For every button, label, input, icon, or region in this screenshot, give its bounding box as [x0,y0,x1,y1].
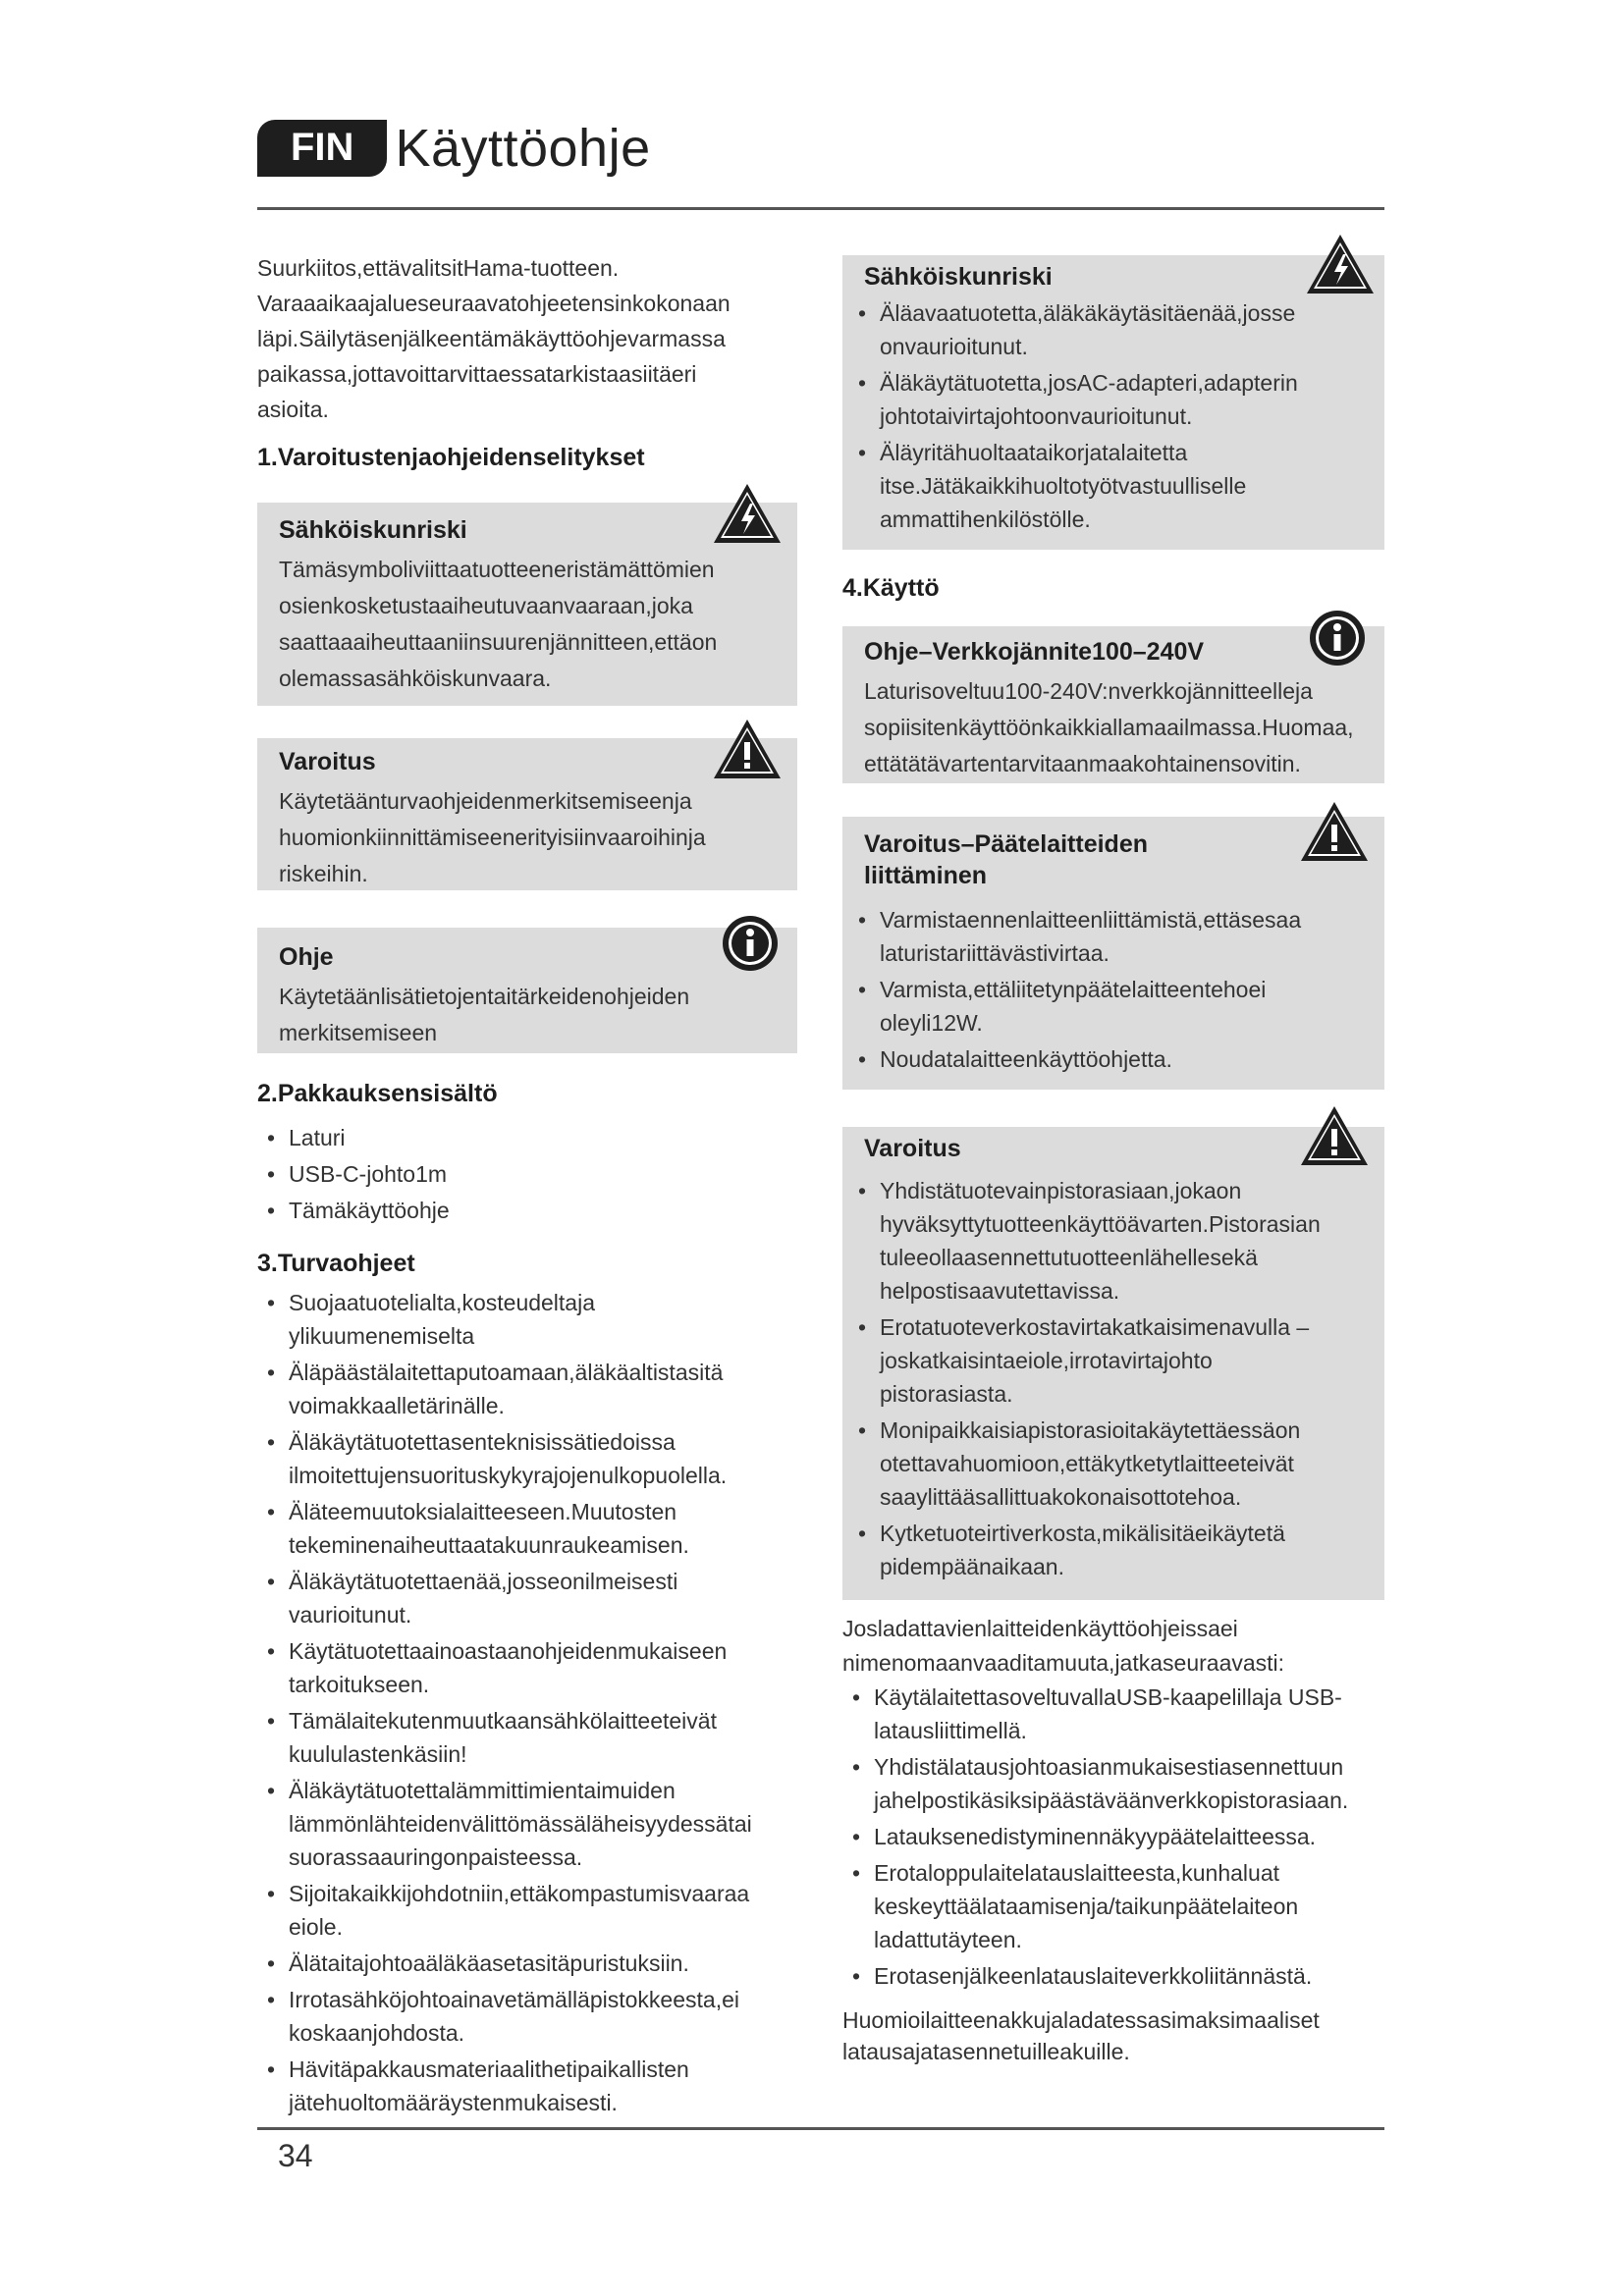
language-badge: FIN [257,120,387,177]
box-text: Tämäsymboliviittaatuotteeneristämättömien osienkosketustaaiheutuvaanvaaraan,joka saattaaaiheuttaaniinsuurenjännitteen,ettäon olemassasähköiskunvaara. [279,557,718,691]
list-item: • Varmistaennenlaitteenliittämistä,ettäsesaa laturistariittävästivirtaa. [848,903,1310,970]
info-icon [721,914,780,973]
electric-hazard-icon [1304,232,1377,296]
warning-icon [1298,799,1371,864]
list-item: • Tämälaitekutenmuutkaansähkölaitteeteivät kuululastenkäsiin! [257,1704,768,1771]
list-item: • Monipaikkaisiapistorasioitakäytettäessäon otettavahuomioon,ettäkytketytlaitteeteivät saaylittääsallittuakokonaisottotehoa. [848,1414,1339,1514]
safety-instructions-list [257,1286,768,2122]
general-warning-list [848,1174,1339,1586]
info-icon [1308,609,1367,667]
mains-voltage-note-box [842,626,1384,783]
box-text: Laturisoveltuu100-240V:nverkkojännitteelleja sopiisitenkäyttöönkaikkiallamaailmassa.Huomaa, ettätätävartentarvitaanmaakohtainensovitin. [864,678,1354,776]
list-item: • Äläteemuutoksialaitteeseen.Muutosten tekeminenaiheuttaatakuunraukeamisen. [257,1495,768,1562]
general-warning-box [842,1127,1384,1600]
charging-instructions-list [842,1681,1384,1996]
warning-icon [711,717,784,781]
box-title: Varoitus [279,748,376,775]
box-title-line-2: liittäminen [864,862,988,889]
list-item: • Äläkäytätuotetta,josAC-adapteri,adapterin johtotaivirtajohtoonvaurioitunut. [848,366,1320,433]
intro-paragraph: Suurkiitos,ettävalitsitHama-tuotteen. Varaaaikaajalueseuraavatohjeetensinkokonaan läpi.Säilytäsenjälkeentämäkäyttöohjevarmassa paikassa,jottavoittarvittaessatarkistaasiitäeri asioita. [257,255,731,422]
list-item: • Yhdistälatausjohtoasianmukaisestiasennettuun jahelpostikäsiksipäästäväänverkkopistorasiaan. [842,1750,1384,1817]
electric-shock-risk-box [842,255,1384,550]
list-item: • Äläavaatuotetta,äläkäkäytäsitäenää,josse onvaurioitunut. [848,296,1320,363]
section-2-heading: 2.Pakkauksensisältö [257,1080,498,1107]
box-title: Sähköiskunriski [279,516,467,544]
box-title: Varoitus [864,1135,961,1162]
list-item: • Laturi [257,1121,797,1154]
list-item: • Äläpäästälaitettaputoamaan,äläkäaltistasitä voimakkaalletärinälle. [257,1356,768,1422]
list-item: • Noudatalaitteenkäyttöohjetta. [848,1042,1310,1076]
section-1-heading: 1.Varoitustenjaohjeidenselitykset [257,444,645,471]
list-item: • Yhdistätuotevainpistorasiaan,jokaon hyväksyttytuotteenkäyttöävarten.Pistorasian tuleeollaasennettutuotteenlähellesekä helpostisaavutettavissa. [848,1174,1339,1308]
list-item: • Hävitäpakkausmateriaalithetipaikallisten jätehuoltomääräystenmukaisesti. [257,2053,768,2119]
header-divider [257,207,1384,210]
list-item: • Erotatuoteverkostavirtakatkaisimenavulla –joskatkaisintaeiole,irrotavirtajohto pistorasiasta. [848,1310,1339,1411]
list-item: • Varmista,ettäliitetynpäätelaitteentehoei oleyli12W. [848,973,1310,1040]
list-item: • KäytälaitettasoveltuvallaUSB-kaapelillaja USB-latausliittimellä. [842,1681,1384,1747]
list-item: • Älätaitajohtoaäläkäasetasitäpuristuksiin. [257,1947,768,1980]
list-item: • Tämäkäyttöohje [257,1194,797,1227]
section-4-heading: 4.Käyttö [842,574,940,602]
list-item: • Latauksenedistyminennäkyypäätelaitteessa. [842,1820,1384,1853]
list-item: • Äläkäytätuotettasenteknisissätiedoissa ilmoitettujensuorituskykyrajojenulkopuolella. [257,1425,768,1492]
page-title: Käyttöohje [395,119,651,178]
list-item: • Äläkäytätuotettalämmittimientaimuiden lämmönlähteidenvälittömässäläheisyydessätai suorassaauringonpaisteessa. [257,1774,768,1874]
list-item: • Kytketuoteirtiverkosta,mikälisitäeikäytetä pidempäänaikaan. [848,1517,1339,1583]
device-connection-warning-box [842,817,1384,1090]
list-item: • Erotasenjälkeenlatauslaiteverkkoliitännästä. [842,1959,1384,1993]
list-item: • Sijoitakaikkijohdotniin,ettäkompastumisvaaraa eiole. [257,1877,768,1944]
list-item: • USB-C-johto1m [257,1157,797,1191]
section-3-heading: 3.Turvaohjeet [257,1250,415,1277]
electric-shock-symbol-box [257,503,797,706]
box-text: Käytetäänturvaohjeidenmerkitsemiseenja huomionkiinnittämiseenerityisiinvaaroihinja riskeihin. [279,788,706,886]
device-connection-list [848,903,1310,1079]
box-title: Ohje–Verkkojännite100–240V [864,638,1205,666]
package-contents-list [257,1121,797,1230]
box-title: Ohje [279,943,334,971]
electric-shock-list [848,296,1320,539]
box-title-line-1: Varoitus–Päätelaitteiden [864,830,1149,858]
list-item: • Äläkäytätuotettaenää,josseonilmeisesti vaurioitunut. [257,1565,768,1631]
list-item: • Äläyritähuoltaataikorjatalaitetta itse.Jätäkaikkihuoltotyötvastuulliselle ammattihenkilöstölle. [848,436,1320,536]
box-text: Käytetäänlisätietojentaitärkeidenohjeiden merkitsemiseen [279,984,690,1045]
page-number: 34 [278,2138,313,2173]
document-header [257,118,651,179]
footer-divider [257,2127,1384,2130]
charging-note: Huomioilaitteenakkujaladatessasimaksimaaliset latausajatasennetuilleakuille. [842,2007,1320,2064]
warning-symbol-box [257,738,797,890]
charging-intro: Josladattavienlaitteidenkäyttöohjeissaei nimenomaanvaaditamuuta,jatkaseuraavasti: [842,1616,1285,1676]
note-symbol-box [257,928,797,1053]
warning-icon [1298,1103,1371,1168]
electric-hazard-icon [711,481,784,546]
list-item: • Irrotasähköjohtoainavetämälläpistokkeesta,ei koskaanjohdosta. [257,1983,768,2050]
box-title: Sähköiskunriski [864,263,1053,291]
list-item: • Suojaatuotelialta,kosteudeltaja ylikuumenemiselta [257,1286,768,1353]
list-item: • Erotaloppulaitelatauslaitteesta,kunhaluat keskeyttäälataamisenja/taikunpäätelaiteon ladattutäyteen. [842,1856,1384,1956]
list-item: • Käytätuotettaainoastaanohjeidenmukaiseen tarkoitukseen. [257,1634,768,1701]
